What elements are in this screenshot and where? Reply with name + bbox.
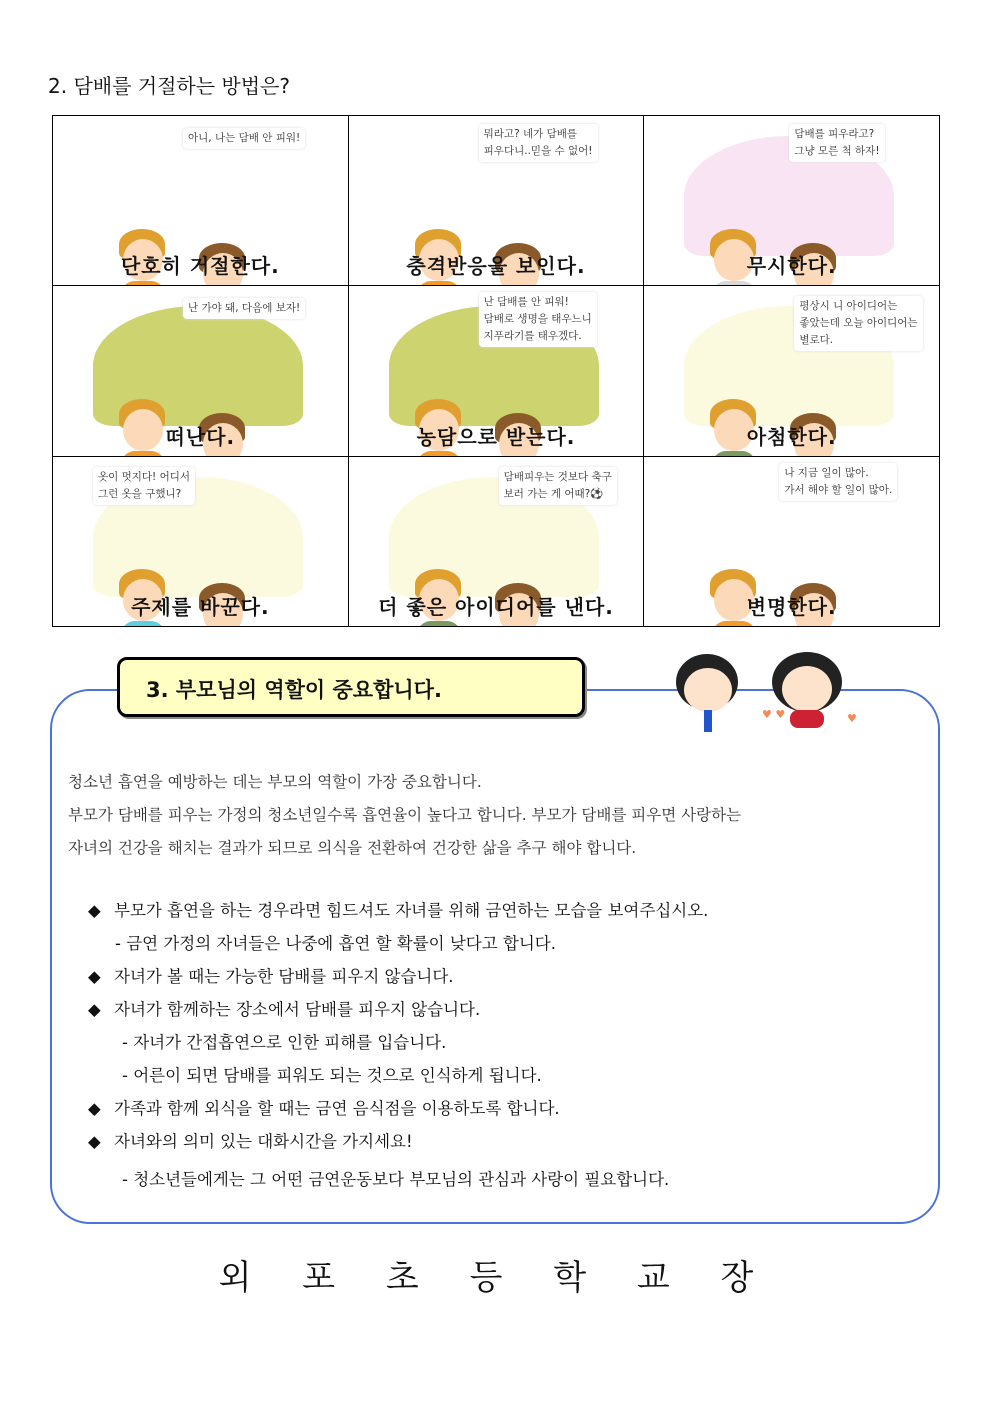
refusal-methods-grid (52, 115, 940, 627)
bullet-text: 자녀가 볼 때는 가능한 담배를 피우지 않습니다. (114, 967, 454, 986)
speech-bubble (499, 467, 617, 505)
method-cell (348, 286, 644, 456)
bullet-text: 가족과 함께 외식을 할 때는 금연 음식점을 이용하도록 합니다. (114, 1099, 560, 1118)
sub-point: - 청소년들에게는 그 어떤 금연운동보다 부모님의 관심과 사랑이 필요합니다. (122, 1170, 670, 1189)
bullet-point (88, 996, 480, 1020)
sub-point: - 자녀가 간접흡연으로 인한 피해를 입습니다. (122, 1033, 447, 1052)
section3-heading: 3. 부모님의 역할이 중요합니다. (117, 657, 585, 717)
speech-line: 뭐라고? 네가 담배를 (483, 128, 578, 140)
boy-tie (704, 710, 712, 732)
boy-face (684, 668, 732, 712)
bullet-point (88, 1095, 560, 1119)
character-body (712, 621, 756, 626)
section2-heading: 2. 담배를 거절하는 방법은? (48, 74, 290, 98)
method-caption: 농담으로 받는다. (416, 424, 576, 449)
method-caption: 떠난다. (165, 424, 236, 449)
speech-bubble (789, 124, 884, 162)
couple-illustration (662, 648, 872, 738)
speech-bubble (794, 296, 922, 351)
method-cell (644, 286, 940, 456)
bullet-text: 부모가 흡연을 하는 경우라면 힘드셔도 자녀를 위해 금연하는 모습을 보여주십시오. (114, 901, 709, 920)
speech-line: 그냥 모른 척 하자! (794, 145, 880, 157)
speech-bubble (93, 467, 195, 505)
speech-line: 피우다니..믿을 수 없어! (483, 145, 593, 157)
speech-bubble (779, 463, 897, 501)
bullet-point (88, 1128, 413, 1152)
method-cell (53, 286, 349, 456)
method-cell (644, 456, 940, 626)
method-caption: 주제를 바꾼다. (131, 595, 270, 619)
method-cell (348, 456, 644, 626)
method-cell (644, 116, 940, 286)
speech-line: 지푸라기를 태우겠다. (483, 330, 582, 343)
method-caption: 무시한다. (746, 254, 837, 279)
speech-bubble (479, 292, 597, 347)
speech-line: 난 가야 돼, 다음에 보자! (188, 302, 301, 315)
school-principal-signature: 외 포 초 등 학 교 장 (218, 1258, 774, 1298)
body-paragraph-line: 부모가 담배를 피우는 가정의 청소년일수록 흡연율이 높다고 합니다. 부모가 담배를 피우면 사랑하는 (68, 806, 742, 824)
sub-point: - 어른이 되면 담배를 피워도 되는 것으로 인식하게 됩니다. (122, 1066, 542, 1085)
speech-line: 그런 옷을 구했니? (98, 487, 182, 500)
bullet-point (88, 897, 708, 921)
method-cell (348, 116, 644, 286)
speech-line: 옷이 멋지다! 어디서 (98, 470, 191, 483)
method-caption: 아첨한다. (746, 424, 837, 449)
speech-line: 좋았는데 오늘 아이디어는 (799, 317, 918, 330)
speech-line: 평상시 니 아이디어는 (799, 300, 898, 313)
speech-line: 가서 해야 할 일이 많아. (784, 483, 893, 496)
bullet-text: 자녀와의 의미 있는 대화시간을 가지세요! (114, 1132, 413, 1151)
sub-point: - 금연 가정의 자녀들은 나중에 흡연 할 확률이 낮다고 합니다. (115, 934, 556, 953)
heart-icon: ♥ (847, 712, 857, 725)
speech-line: 아니, 나는 담배 안 피워! (188, 132, 301, 144)
speech-line: 담배피우는 것보다 축구 (503, 470, 612, 483)
speech-bubble (183, 128, 305, 149)
speech-line: 난 담배를 안 피워! (483, 296, 569, 309)
diamond-bullet-icon: ◆ (88, 1099, 101, 1118)
speech-bubble (479, 124, 598, 162)
speech-line: 담배로 생명을 태우느니 (483, 313, 592, 326)
girl-face (782, 666, 832, 712)
character-body (121, 621, 165, 626)
diamond-bullet-icon: ◆ (88, 1000, 101, 1019)
diamond-bullet-icon: ◆ (88, 901, 101, 920)
diamond-bullet-icon: ◆ (88, 1132, 101, 1151)
girl-dress (790, 710, 824, 728)
method-caption: 단호히 거절한다. (120, 254, 280, 279)
character-body (417, 621, 461, 626)
diamond-bullet-icon: ◆ (88, 967, 101, 986)
method-caption: 변명한다. (746, 595, 837, 619)
speech-line: 나 지금 일이 많아. (784, 466, 869, 479)
speech-line: 별로다. (799, 334, 834, 347)
speech-line: 담배를 피우라고? (794, 128, 875, 140)
speech-bubble (183, 298, 305, 319)
body-paragraph-line: 자녀의 건강을 해치는 결과가 되므로 의식을 전환하여 건강한 삶을 추구 해야 합니다. (68, 839, 637, 857)
bullet-point (88, 963, 454, 987)
method-caption: 충격반응을 보인다. (406, 254, 586, 279)
bullet-text: 자녀가 함께하는 장소에서 담배를 피우지 않습니다. (114, 1000, 481, 1019)
speech-line: 보러 가는 게 어때?⚽ (503, 487, 604, 500)
method-cell (53, 116, 349, 286)
heart-icon: ♥ ♥ (762, 708, 786, 721)
body-paragraph-line: 청소년 흡연을 예방하는 데는 부모의 역할이 가장 중요합니다. (68, 773, 482, 791)
method-cell (53, 456, 349, 626)
method-caption: 더 좋은 아이디어를 낸다. (378, 595, 614, 619)
